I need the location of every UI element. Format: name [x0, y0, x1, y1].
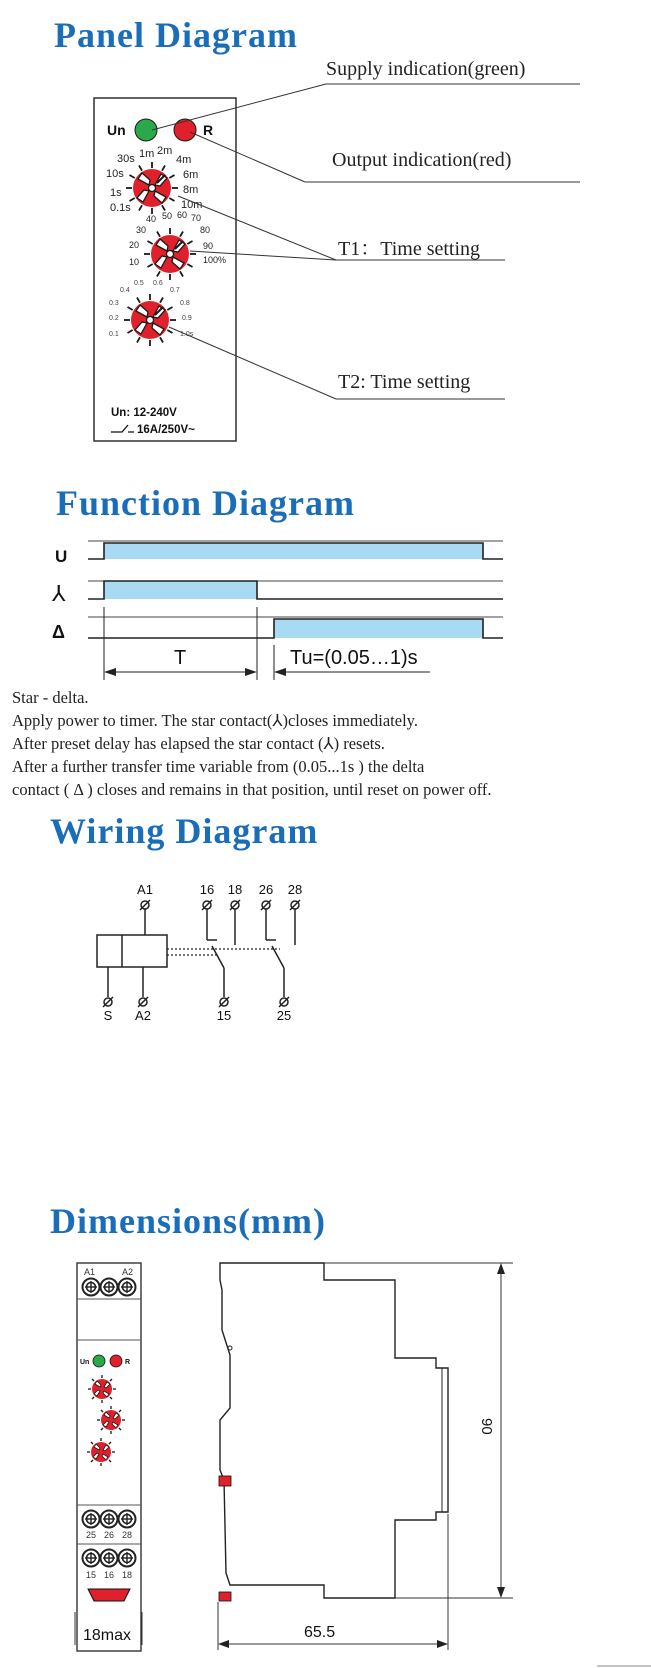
- function-timing-diagram: [51, 541, 503, 680]
- front-led-un-label: Un: [80, 1359, 90, 1366]
- front-terminal-28: 28: [122, 1530, 133, 1540]
- dial3-label: 0.1: [109, 331, 119, 338]
- dial2-label: 40: [146, 214, 157, 224]
- dial3-label: 0.3: [109, 300, 119, 307]
- supply-indication-callout: Supply indication(green): [326, 58, 526, 80]
- dial3-label: 0.5: [134, 280, 144, 287]
- dial2-label: 100%: [203, 255, 227, 265]
- dial3-label: 0.7: [170, 287, 180, 294]
- front-terminal-16: 16: [104, 1570, 115, 1580]
- dial1-label: 6m: [183, 169, 199, 181]
- dial2-label: 80: [200, 225, 211, 235]
- description-line: Star - delta.: [12, 688, 89, 707]
- front-terminal-15: 15: [86, 1570, 97, 1580]
- description-line: Apply power to timer. The star contact(⅄)closes immediately.: [12, 711, 418, 730]
- output-indication-callout: Output indication(red): [332, 149, 512, 171]
- dial2-label: 70: [191, 213, 202, 223]
- function-description: [12, 686, 492, 801]
- front-led-green: [93, 1355, 105, 1367]
- dial2-label: 50: [162, 211, 173, 221]
- dial1-label: 30s: [117, 153, 135, 165]
- dial3-label: 1.0s: [180, 331, 194, 338]
- width-label: 18max: [83, 1627, 132, 1644]
- dial2-label: 30: [136, 225, 147, 235]
- terminal-label-a1: A1: [137, 882, 153, 897]
- function-diagram-title: Function Diagram: [56, 483, 355, 523]
- dial1-label: 4m: [176, 154, 192, 166]
- dial1-label: 0.1s: [110, 202, 131, 214]
- dial1-label: 1s: [110, 187, 122, 199]
- wiring-schematic: [97, 882, 302, 1023]
- height-label: 90: [478, 1418, 495, 1435]
- description-line: After a further transfer time variable from (0.05...1s ) the delta: [12, 757, 425, 776]
- panel-device: [94, 98, 236, 441]
- side-view-device: [218, 1263, 513, 1650]
- terminal-label-26: 26: [258, 882, 274, 897]
- terminal-label-25: 25: [276, 1008, 292, 1023]
- dial3-label: 0.4: [120, 287, 130, 294]
- front-led-r-label: R: [125, 1359, 131, 1366]
- dimensions-title: Dimensions(mm): [50, 1201, 326, 1241]
- t2-time-setting-callout: T2: Time setting: [338, 371, 471, 393]
- row-delta-label: Δ: [52, 622, 65, 642]
- rating-voltage: Un: 12-240V: [111, 407, 177, 419]
- dial1-label: 8m: [183, 184, 199, 196]
- led-un-label: Un: [107, 122, 126, 138]
- wiring-diagram-title: Wiring Diagram: [50, 811, 319, 851]
- dial3-label: 0.6: [153, 280, 163, 287]
- t1-time-setting-callout: T1：Time setting: [338, 238, 481, 260]
- rating-contact: 16A/250V~: [137, 424, 195, 436]
- front-led-red: [110, 1355, 122, 1367]
- front-view-device: [75, 1263, 142, 1651]
- terminal-label-s: S: [103, 1008, 113, 1023]
- dial2-label: 60: [177, 210, 188, 220]
- terminal-label-28: 28: [287, 882, 303, 897]
- front-terminal-a1: A1: [84, 1267, 96, 1277]
- dial1-label: 2m: [157, 145, 173, 157]
- dial1-label: 10s: [106, 168, 124, 180]
- front-terminal-18: 18: [122, 1570, 133, 1580]
- tu-transfer-label: Tu=(0.05…1)s: [290, 647, 418, 669]
- side-clip-red: [219, 1592, 231, 1601]
- dial2-label: 10: [129, 257, 140, 267]
- terminal-label-a2: A2: [135, 1008, 151, 1023]
- panel-diagram-title: Panel Diagram: [54, 15, 298, 55]
- front-terminal-25: 25: [86, 1530, 97, 1540]
- description-line: After preset delay has elapsed the star contact (⅄) resets.: [12, 734, 385, 753]
- led-r-label: R: [203, 122, 214, 138]
- terminal-label-18: 18: [227, 882, 243, 897]
- din-clip: [88, 1589, 130, 1601]
- terminal-label-16: 16: [199, 882, 215, 897]
- star-pulse: [88, 581, 503, 599]
- depth-label: 65.5: [304, 1624, 336, 1641]
- row-u-label: U: [55, 547, 68, 566]
- t-delay-label: T: [174, 647, 187, 669]
- dial3-label: 0.2: [109, 315, 119, 322]
- u-pulse: [88, 543, 503, 559]
- side-clip-red: [219, 1476, 231, 1486]
- delta-pulse: [88, 619, 503, 638]
- dial3-label: 0.9: [182, 315, 192, 322]
- dial3-label: 0.8: [180, 300, 190, 307]
- dial2-label: 90: [203, 241, 214, 251]
- front-terminal-26: 26: [104, 1530, 115, 1540]
- terminal-label-15: 15: [216, 1008, 232, 1023]
- description-line: contact ( Δ ) closes and remains in that position, until reset on power off.: [12, 780, 492, 799]
- row-star-label: ⅄: [52, 581, 66, 606]
- dial2-label: 20: [129, 240, 140, 250]
- output-led-red: [174, 119, 196, 141]
- front-terminal-a2: A2: [122, 1267, 134, 1277]
- dial1-label: 10m: [181, 199, 203, 211]
- dial1-label: 1m: [139, 148, 155, 160]
